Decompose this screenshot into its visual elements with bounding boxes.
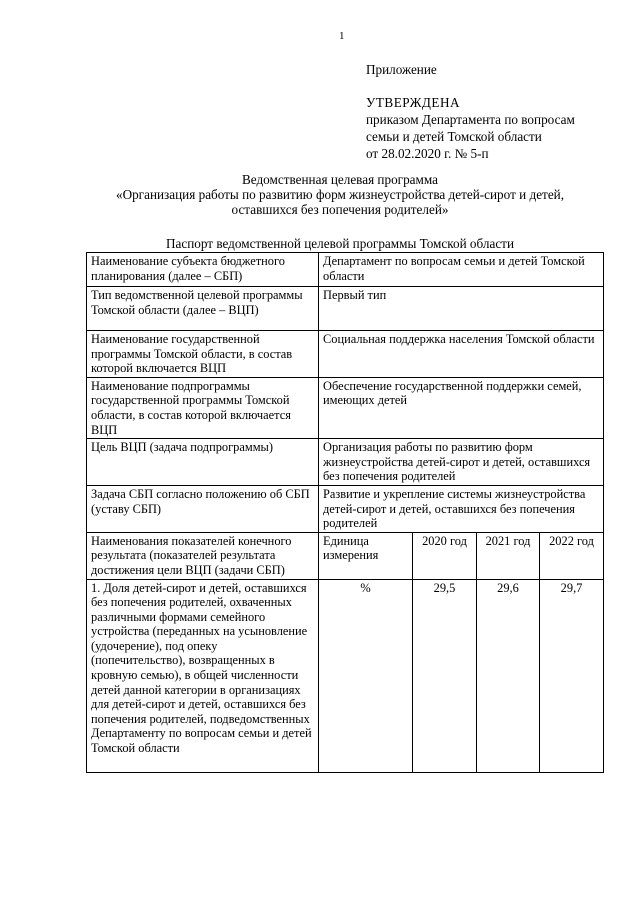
table-row	[87, 253, 604, 287]
indicator-row	[87, 579, 604, 772]
indicator-name: 1. Доля детей-сирот и детей, оставшихся без попечения родителей, охваченных различными формами семейного устройства (переданных на усыновление (удочерение), под опеку (попечительство), возвращенных в кровную семью), в общей численности детей данной категории в организациях для детей-сирот и детей, оставшихся без попечения родителей, подведомственных Департаменту по вопросам семьи и детей Томской области	[87, 579, 319, 772]
approval-block	[366, 94, 626, 162]
appendix-label: Приложение	[366, 62, 437, 77]
approval-line-2: семьи и детей Томской области	[366, 129, 542, 144]
table-row	[87, 287, 604, 331]
table-row	[87, 485, 604, 532]
row-value: Обеспечение государственной поддержки семей, имеющих детей	[319, 377, 604, 438]
approval-line-3: от 28.02.2020 г. № 5-п	[366, 146, 489, 161]
indicator-value-2021: 29,6	[477, 579, 540, 772]
indicator-value-2022: 29,7	[540, 579, 604, 772]
row-label: Задача СБП согласно положению об СБП (уставу СБП)	[87, 485, 319, 532]
approval-line-1: приказом Департамента по вопросам	[366, 112, 575, 127]
row-label: Наименование субъекта бюджетного планирования (далее – СБП)	[87, 253, 319, 287]
program-title-line-2: «Организация работы по развитию форм жизнеустройства детей-сирот и детей,	[115, 187, 565, 202]
row-value: Развитие и укрепление системы жизнеустройства детей-сирот и детей, оставшихся без попечения родителей	[319, 485, 604, 532]
row-value: Социальная поддержка населения Томской области	[319, 331, 604, 378]
year-2022-header: 2022 год	[540, 532, 604, 579]
row-value: Департамент по вопросам семьи и детей Томской области	[319, 253, 604, 287]
page-number: 1	[339, 30, 345, 42]
indicator-value-2020: 29,5	[413, 579, 477, 772]
unit-header: Единица измерения	[319, 532, 413, 579]
passport-title: Паспорт ведомственной целевой программы Томской области	[165, 236, 515, 251]
row-label: Цель ВЦП (задача подпрограммы)	[87, 439, 319, 486]
year-2021-header: 2021 год	[477, 532, 540, 579]
table-row	[87, 331, 604, 378]
indicator-unit: %	[319, 579, 413, 772]
row-value: Организация работы по развитию форм жизнеустройства детей-сирот и детей, оставшихся без попечения родителей	[319, 439, 604, 486]
program-title	[70, 172, 610, 217]
row-label: Наименование подпрограммы государственной программы Томской области, в состав которой включается ВЦП	[87, 377, 319, 438]
indicator-name-header: Наименования показателей конечного результата (показателей результата достижения цели ВЦП (задачи СБП)	[87, 532, 319, 579]
row-value: Первый тип	[319, 287, 604, 331]
indicator-header-row	[87, 532, 604, 579]
program-title-line-1: Ведомственная целевая программа	[242, 172, 438, 187]
approval-stamp: УТВЕРЖДЕНА	[366, 95, 461, 110]
year-2020-header: 2020 год	[413, 532, 477, 579]
row-label: Тип ведомственной целевой программы Томской области (далее – ВЦП)	[87, 287, 319, 331]
table-row	[87, 439, 604, 486]
row-label: Наименование государственной программы Томской области, в состав которой включается ВЦП	[87, 331, 319, 378]
program-title-line-3: оставшихся без попечения родителей»	[231, 202, 449, 217]
table-row	[87, 377, 604, 438]
passport-table	[86, 252, 604, 773]
